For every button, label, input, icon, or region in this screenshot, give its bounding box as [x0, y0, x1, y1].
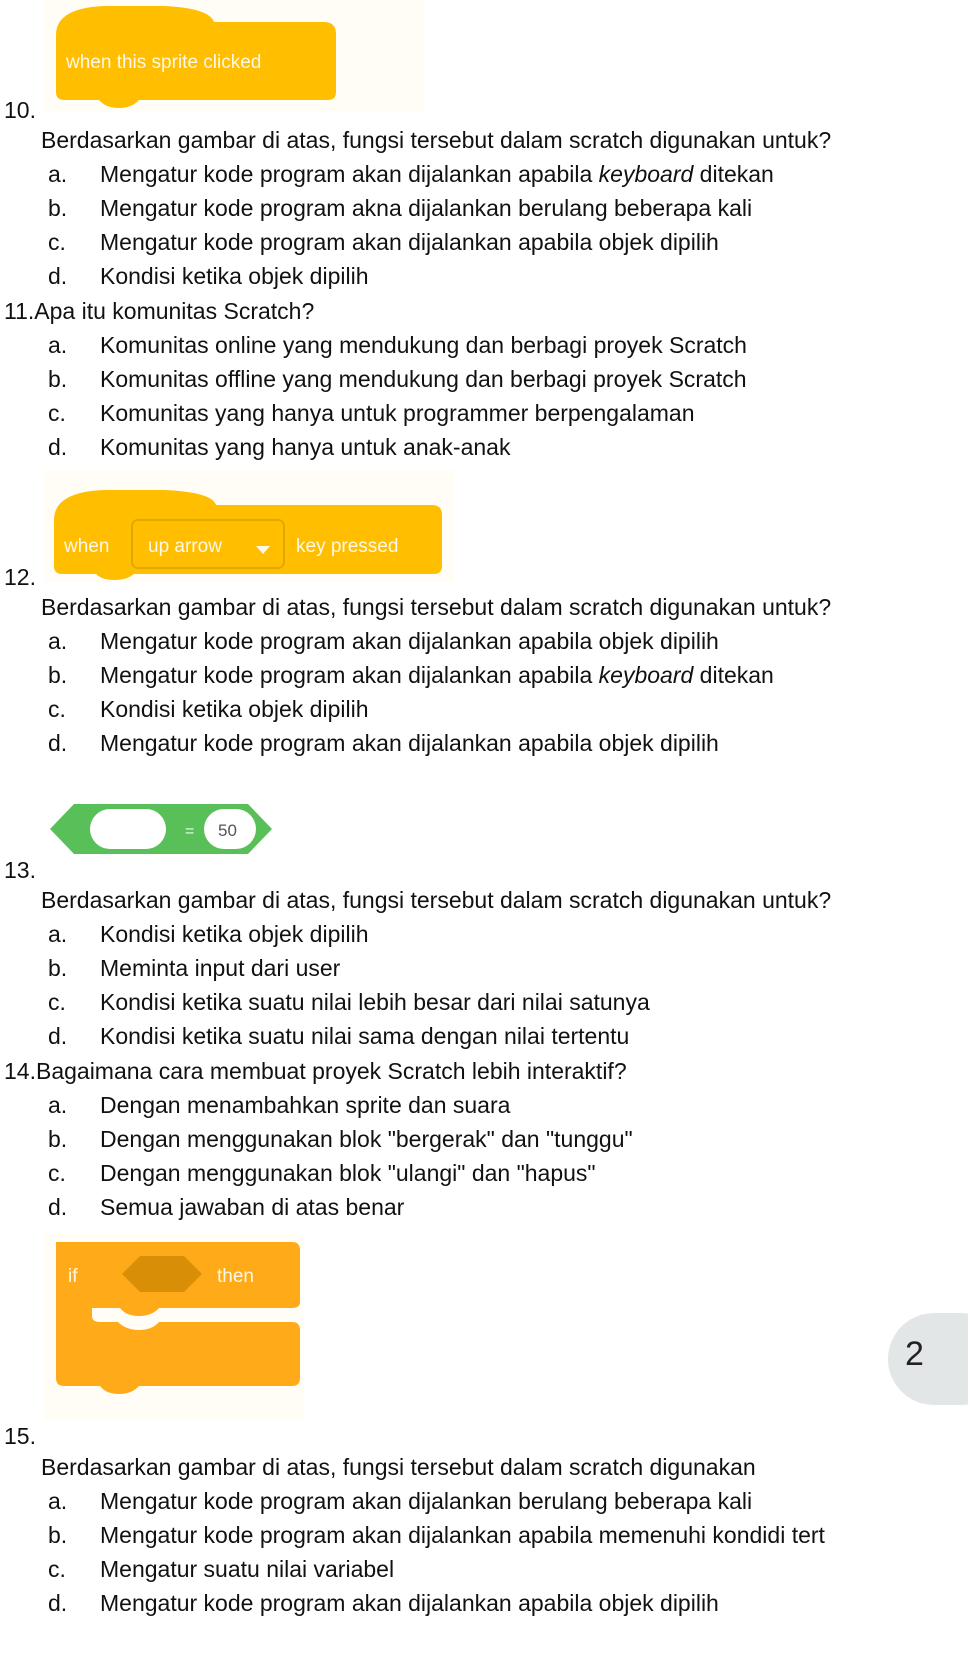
option: c. Kondisi ketika objek dipilih	[48, 696, 369, 722]
when-label: when	[64, 536, 110, 557]
question-text: Berdasarkan gambar di atas, fungsi tersebut dalam scratch digunakan untuk?	[41, 887, 832, 913]
key-pressed-label: key pressed	[296, 536, 399, 557]
question-text: 11.Apa itu komunitas Scratch?	[4, 298, 315, 324]
option: b. Mengatur kode program akan dijalankan apabila memenuhi kondidi tert	[48, 1522, 825, 1548]
option: c. Komunitas yang hanya untuk programmer berpengalaman	[48, 400, 695, 426]
option: d. Kondisi ketika objek dipilih	[48, 263, 369, 289]
option: a. Kondisi ketika objek dipilih	[48, 921, 369, 947]
equals-value: 50	[218, 821, 237, 840]
option: b. Mengatur kode program akan dijalankan apabila keyboard ditekan	[48, 662, 774, 688]
option: b. Mengatur kode program akna dijalankan berulang beberapa kali	[48, 195, 753, 221]
question-text: Berdasarkan gambar di atas, fungsi tersebut dalam scratch digunakan untuk?	[41, 594, 832, 620]
question-number: 11.	[4, 298, 35, 324]
page-indicator	[888, 1313, 968, 1405]
question-number: 15.	[4, 1423, 36, 1449]
option: d. Semua jawaban di atas benar	[48, 1194, 405, 1220]
page-number: 2	[905, 1335, 924, 1373]
left-input-slot	[90, 809, 166, 849]
option: c. Dengan menggunakan blok "ulangi" dan "hapus"	[48, 1160, 596, 1186]
option: d. Mengatur kode program akan dijalankan apabila objek dipilih	[48, 730, 719, 756]
question-text: Berdasarkan gambar di atas, fungsi tersebut dalam scratch digunakan untuk?	[41, 127, 832, 153]
question-number: 12.	[4, 564, 36, 590]
option: d. Mengatur kode program akan dijalankan apabila objek dipilih	[48, 1590, 719, 1616]
when-key-pressed-block	[44, 470, 454, 582]
equals-sign: =	[185, 823, 195, 840]
equals-operator-block	[44, 798, 284, 860]
option: c. Mengatur suatu nilai variabel	[48, 1556, 395, 1582]
option: c. Mengatur kode program akan dijalankan apabila objek dipilih	[48, 229, 719, 255]
key-dropdown-value: up arrow	[148, 536, 222, 557]
option: b. Meminta input dari user	[48, 955, 341, 981]
option: d. Komunitas yang hanya untuk anak-anak	[48, 434, 511, 460]
when-sprite-clicked-block	[44, 0, 424, 112]
question-text: Berdasarkan gambar di atas, fungsi tersebut dalam scratch digunakan	[41, 1454, 756, 1480]
question-number: 10.	[4, 97, 36, 123]
question-number: 13.	[4, 857, 36, 883]
then-label: then	[217, 1266, 254, 1287]
option: a. Dengan menambahkan sprite dan suara	[48, 1092, 511, 1118]
question-text: 14.Bagaimana cara membuat proyek Scratch lebih interaktif?	[4, 1058, 627, 1084]
option: a. Mengatur kode program akan dijalankan apabila objek dipilih	[48, 628, 719, 654]
question-number: 14.	[4, 1058, 36, 1084]
option: a. Mengatur kode program akan dijalankan berulang beberapa kali	[48, 1488, 753, 1514]
option: c. Kondisi ketika suatu nilai lebih besar dari nilai satunya	[48, 989, 650, 1015]
if-then-block	[44, 1234, 304, 1420]
option: a. Mengatur kode program akan dijalankan apabila keyboard ditekan	[48, 161, 774, 187]
option: d. Kondisi ketika suatu nilai sama dengan nilai tertentu	[48, 1023, 630, 1049]
option: b. Komunitas offline yang mendukung dan berbagi proyek Scratch	[48, 366, 747, 392]
option: a. Komunitas online yang mendukung dan berbagi proyek Scratch	[48, 332, 747, 358]
sprite-clicked-label: when this sprite clicked	[66, 52, 262, 73]
if-label: if	[68, 1266, 78, 1287]
option: b. Dengan menggunakan blok "bergerak" dan "tunggu"	[48, 1126, 633, 1152]
